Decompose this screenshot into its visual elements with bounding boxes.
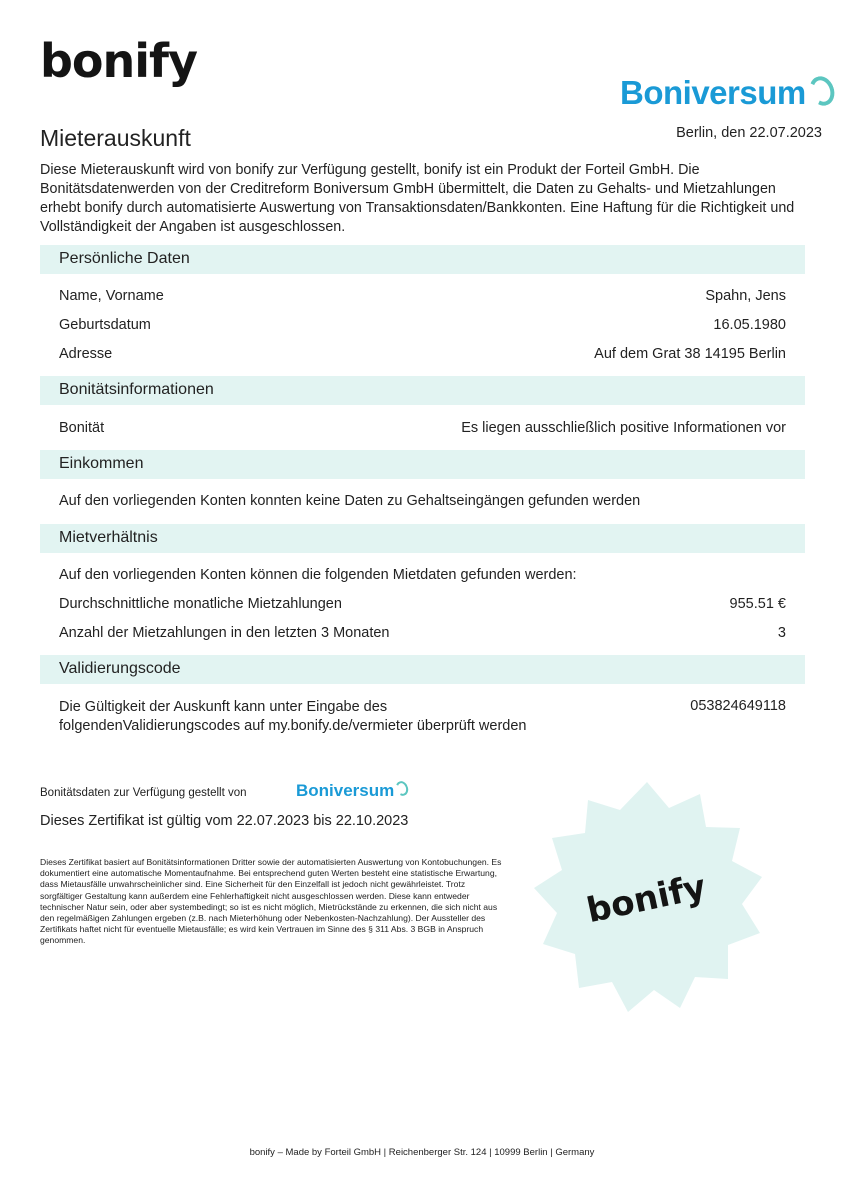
page-title: Mieterauskunft xyxy=(40,125,191,151)
avg-rent-label: Durchschnittliche monatliche Mietzahlungen xyxy=(59,596,342,612)
section-personal-data xyxy=(40,245,805,274)
address-value: Auf dem Grat 38 14195 Berlin xyxy=(594,346,786,362)
bonify-logo: bonify xyxy=(40,34,198,88)
rent-intro: Auf den vorliegenden Konten können die folgenden Mietdaten gefunden werden: xyxy=(59,567,577,583)
section-heading: Bonitätsinformationen xyxy=(59,381,214,398)
certificate-validity: Dieses Zertifikat ist gültig vom 22.07.2023 bis 22.10.2023 xyxy=(40,813,409,829)
section-validation xyxy=(40,655,805,684)
boniversum-mark-icon xyxy=(805,73,838,109)
intro-paragraph: Diese Mieterauskunft wird von bonify zur Verfügung gestellt, bonify ist ein Produkt der Forteil GmbH. Die Bonitätsdatenwerden von der Creditreform Boniversum GmbH übermittelt, die Daten zu Gehalts- und Mietzahlungen erhebt bonify durch automatisierte Auswertung von Transaktionsdaten/Bankkonten. Eine Haftung für die Richtigkeit und Vollständigkeit der Angaben ist ausgeschlossen. xyxy=(40,162,795,235)
name-label: Name, Vorname xyxy=(59,288,164,304)
section-heading: Mietverhältnis xyxy=(59,529,158,546)
section-rental xyxy=(40,524,805,553)
section-heading: Validierungscode xyxy=(59,660,181,677)
bonify-seal-icon xyxy=(528,778,766,1016)
section-income xyxy=(40,450,805,479)
address-label: Adresse xyxy=(59,346,113,362)
boniversum-small-logo-text: Boniversum xyxy=(296,781,395,800)
rent-count-value: 3 xyxy=(777,625,786,641)
disclaimer-fine-print: Dieses Zertifikat basiert auf Bonitätsinformationen Dritter sowie der automatisierten Auswertung von Kontobuchungen. Es dokumentiert eine automatische Momentaufnahme. Bei entsprechend guten Werten besteht eine statistische Erwartung, dass Mietausfälle unwahrscheinlicher sind. Eine Sicherheit für den Einzelfall ist jedoch nicht gewährleistet. Trotz sorgfältiger Gestaltung kann außerdem eine Fehlerhaftigkeit nicht ausgeschlossen werden. Diese kann entweder technischer Natur sein, oder aber systembedingt; so ist es nicht möglich, Mietrückstände zu erkennen, die sich nicht aus den regelmäßigen Zahlungen ergeben (z.B. nach Mieterhöhung oder Nebenkosten-Nachzahlung). Der Aussteller des Zertifikats haftet nicht für eventuelle Mietausfälle; es wird kein Vertrauen im Sinne des § 311 Abs. 3 BGB in Anspruch genommen. xyxy=(40,857,502,946)
boniversum-logo-text: Boniversum xyxy=(620,74,806,111)
seal-text: bonify xyxy=(583,866,710,932)
credit-value: Es liegen ausschließlich positive Informationen vor xyxy=(461,420,786,436)
income-text: Auf den vorliegenden Konten konnten keine Daten zu Gehaltseingängen gefunden werden xyxy=(59,493,641,509)
validation-code[interactable]: 053824649118 xyxy=(690,698,786,714)
validation-text: Die Gültigkeit der Auskunft kann unter Eingabe des folgendenValidierungscodes auf my.bonify.de/vermieter überprüft werden xyxy=(59,699,527,734)
boniversum-logo xyxy=(620,76,834,109)
section-heading: Einkommen xyxy=(59,455,144,472)
boniversum-small-logo xyxy=(296,781,408,801)
rent-count-label: Anzahl der Mietzahlungen in den letzten 3 Monaten xyxy=(59,625,390,641)
page-footer: bonify – Made by Forteil GmbH | Reichenberger Str. 124 | 10999 Berlin | Germany xyxy=(249,1147,595,1158)
boniversum-small-mark-icon xyxy=(394,779,410,797)
credit-label: Bonität xyxy=(59,420,105,436)
provided-by-text: Bonitätsdaten zur Verfügung gestellt von xyxy=(40,787,247,799)
birthdate-value: 16.05.1980 xyxy=(713,317,786,333)
section-credit-info xyxy=(40,376,805,405)
name-value: Spahn, Jens xyxy=(705,288,786,304)
section-heading: Persönliche Daten xyxy=(59,250,190,267)
avg-rent-value: 955.51 € xyxy=(729,596,786,612)
document-date: Berlin, den 22.07.2023 xyxy=(676,125,822,141)
birthdate-label: Geburtsdatum xyxy=(59,317,151,333)
